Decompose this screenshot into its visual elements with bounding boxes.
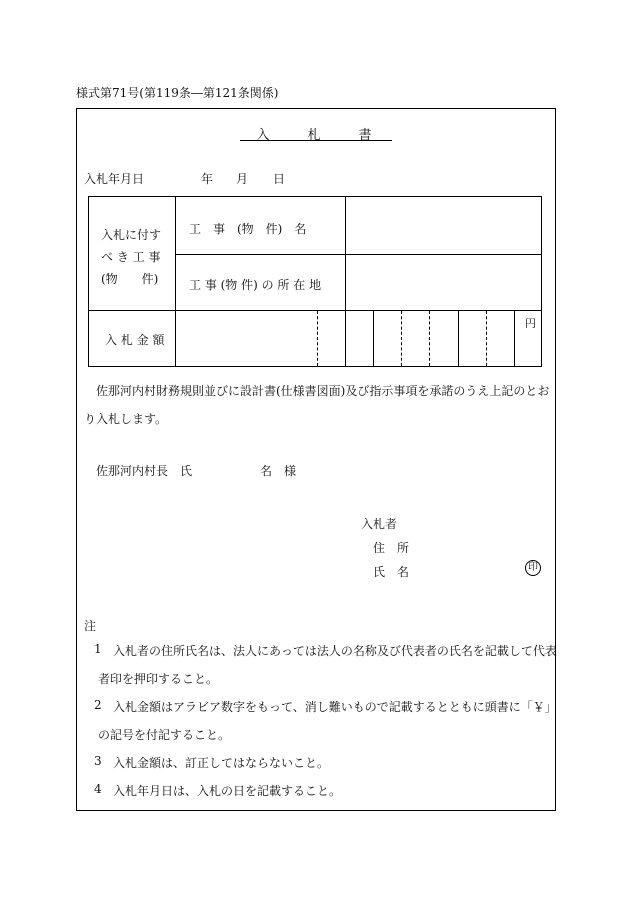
- note-4-line1: 入札年月日は、入札の日を記載すること。: [113, 784, 342, 798]
- note-4-number: 4: [94, 782, 102, 796]
- digit-separator-major: [373, 311, 374, 366]
- digit-separator: [317, 311, 318, 366]
- note-3-line1: 入札金額は、訂正してはならないこと。: [113, 756, 330, 770]
- bid-date-year: 年: [201, 172, 214, 186]
- seal-mark: 印: [525, 560, 541, 576]
- declaration-line1: 佐那河内村財務規則並びに設計書(仕様書図面)及び指示事項を承諾のうえ上記のとお: [96, 384, 550, 398]
- table-row-divider-1: [175, 254, 541, 255]
- subject-label-line1: 入札に付す: [101, 228, 162, 242]
- digit-separator: [486, 311, 487, 366]
- note-2-line1: 入札金額はアラビア数字をもって、消し難いもので記載するとともに頭書に「￥」: [113, 700, 557, 714]
- declaration-line2: り入札します。: [84, 412, 168, 426]
- bid-date-day: 日: [273, 172, 286, 186]
- digit-separator-major: [458, 311, 459, 366]
- bid-table: [88, 196, 542, 367]
- digit-separator: [401, 311, 402, 366]
- note-3-number: 3: [94, 754, 102, 768]
- bidder-address-label: 住 所: [373, 541, 410, 555]
- digit-separator: [429, 311, 430, 366]
- addressee-mayor: 佐那河内村長 氏: [96, 464, 193, 478]
- bid-date-label: 入札年月日: [84, 172, 145, 186]
- digit-separator-major: [514, 311, 515, 366]
- table-divider-label: [175, 197, 176, 366]
- note-2-line2: の記号を付記すること。: [98, 728, 231, 742]
- note-2-number: 2: [94, 698, 102, 712]
- addressee-honorific: 名 様: [260, 464, 297, 478]
- project-location-label: 工 事 (物 件) の 所 在 地: [189, 278, 322, 292]
- bidder-name-label: 氏 名: [373, 565, 410, 579]
- bid-amount-label: 入 札 金 額: [105, 333, 165, 347]
- yen-unit: 円: [525, 317, 536, 330]
- document-title: 入 札 書: [240, 124, 392, 141]
- subject-label-line2: べ き 工 事: [101, 250, 161, 264]
- note-1-line2: 者印を押印すること。: [98, 672, 219, 686]
- subject-label-line3: (物 件): [101, 272, 159, 286]
- project-name-label: 工 事 (物 件) 名: [189, 222, 307, 236]
- bidder-heading: 入札者: [361, 517, 398, 531]
- form-reference: 様式第71号(第119条―第121条関係): [76, 86, 279, 100]
- bid-date-month: 月: [236, 172, 249, 186]
- table-row-divider-2: [89, 310, 541, 311]
- note-1-number: 1: [94, 642, 102, 656]
- note-1-line1: 入札者の住所氏名は、法人にあっては法人の名称及び代表者の氏名を記載して代表: [113, 644, 557, 658]
- digit-separator-major: [345, 311, 346, 366]
- notes-heading: 注: [84, 619, 97, 633]
